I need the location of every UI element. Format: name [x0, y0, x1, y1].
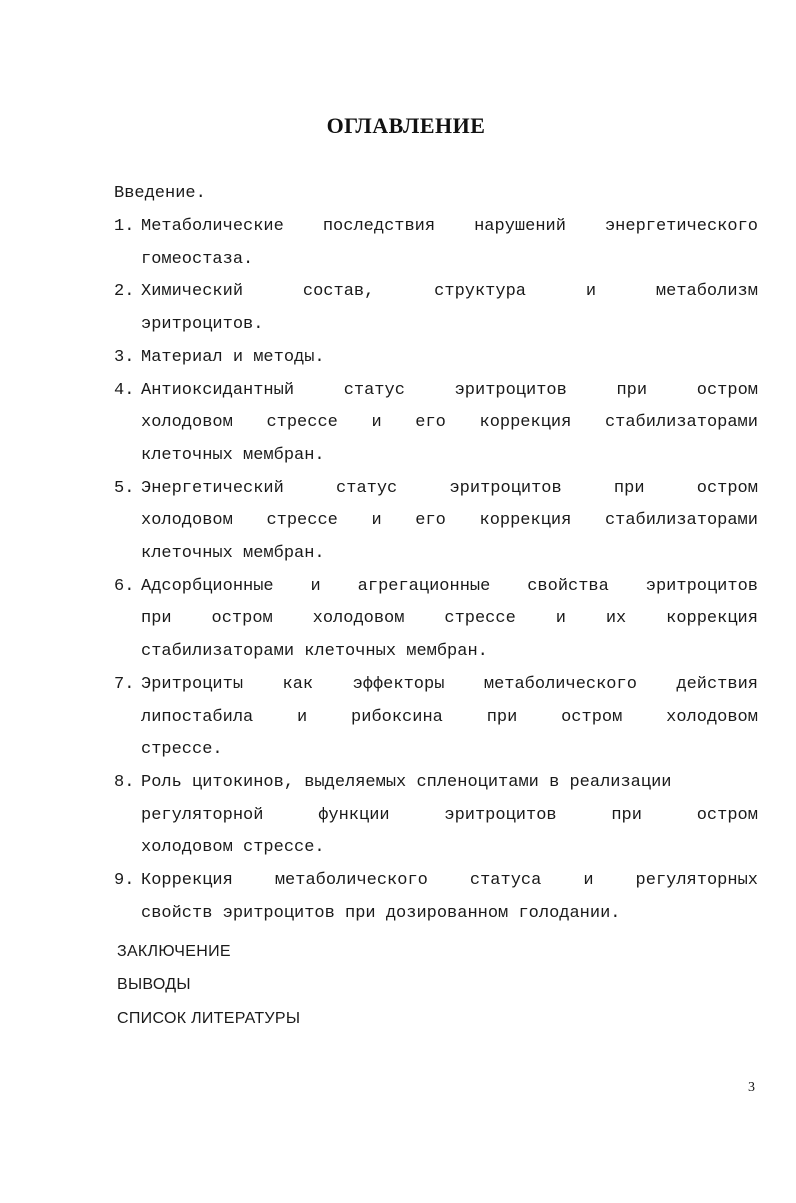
toc-item-word: при	[613, 479, 645, 498]
toc-item-line	[141, 740, 223, 759]
toc-item-line	[141, 544, 325, 563]
toc-item-line	[141, 446, 325, 465]
toc-item-line	[141, 675, 758, 694]
toc-item-word: Материал и методы.	[141, 348, 325, 367]
toc-item-word: при	[486, 708, 518, 727]
toc-item-word: структура	[434, 282, 526, 301]
toc-item-word: остром	[211, 609, 273, 628]
toc-item-line	[141, 871, 758, 890]
toc-item-word: Антиоксидантный	[141, 381, 295, 400]
toc-item-word: функции	[318, 806, 390, 825]
toc-item-number: 2.	[114, 282, 135, 301]
toc-item-line	[141, 348, 325, 367]
toc-item-word: холодовом	[141, 413, 233, 432]
toc-item-word: регуляторной	[141, 806, 264, 825]
toc-item-word: стрессе.	[141, 740, 223, 759]
toc-item-number: 7.	[114, 675, 135, 694]
toc-item-word: при	[616, 381, 648, 400]
toc-item-word: коррекция	[479, 511, 572, 530]
toc-conclusion: ЗАКЛЮЧЕНИЕ	[117, 943, 231, 960]
toc-item-word: эритроцитов	[449, 479, 562, 498]
toc-item-line	[141, 250, 253, 269]
toc-references: СПИСОК ЛИТЕРАТУРЫ	[117, 1010, 301, 1027]
toc-item-word: холодовом	[312, 609, 405, 628]
toc-item-word: состав,	[302, 282, 375, 301]
toc-item-word: клеточных мембран.	[141, 544, 325, 563]
toc-item-word: и	[371, 413, 382, 432]
toc-item-word: остром	[696, 381, 758, 400]
toc-item-line	[141, 315, 263, 334]
toc-item-line	[141, 642, 488, 661]
toc-item-word: остром	[561, 708, 623, 727]
toc-item-word: и	[371, 511, 382, 530]
toc-item-number: 6.	[114, 577, 135, 596]
toc-item-word: свойства	[527, 577, 609, 596]
toc-item-number: 5.	[114, 479, 135, 498]
toc-item-word: стабилизаторами	[604, 413, 758, 432]
toc-item-word: и	[585, 282, 597, 301]
toc-item-word: коррекция	[666, 609, 758, 628]
toc-item-word: свойств эритроцитов при дозированном голодании.	[141, 904, 621, 923]
toc-item-line	[141, 708, 758, 727]
toc-item-word: липостабила	[141, 708, 254, 727]
toc-item-word: стрессе	[444, 609, 516, 628]
toc-item-word: холодовом	[666, 708, 758, 727]
toc-item-word: гомеостаза.	[141, 250, 254, 269]
toc-item-word: энергетического	[604, 217, 758, 236]
toc-item-word: рибоксина	[351, 708, 443, 727]
toc-item-word: действия	[676, 675, 758, 694]
toc-item-word: при	[141, 609, 172, 628]
toc-item-word: холодовом	[141, 511, 233, 530]
toc-item-word: при	[611, 806, 642, 825]
toc-item-number: 3.	[114, 348, 135, 367]
page-title: ОГЛАВЛЕНИЕ	[326, 113, 486, 138]
toc-item-word: Эритроциты	[141, 675, 244, 694]
toc-item-word: и	[555, 609, 566, 628]
toc-item-word: Адсорбционные	[141, 577, 274, 596]
toc-item-word: Коррекция	[141, 871, 233, 890]
toc-item-line	[141, 904, 620, 923]
toc-item-line	[141, 381, 758, 400]
toc-item-word: эритроцитов.	[141, 315, 264, 334]
toc-item-word: стрессе	[266, 413, 338, 432]
toc-item-word: их	[605, 609, 627, 628]
toc-item-line	[141, 806, 758, 825]
toc-item-line	[141, 511, 758, 530]
toc-item-line	[141, 609, 758, 628]
toc-item-word: эритроцитов	[444, 806, 557, 825]
toc-item-word: нарушений	[474, 217, 566, 236]
toc-item-word: метаболизм	[655, 282, 758, 301]
toc-item-word: и	[297, 708, 308, 727]
toc-item-word: остром	[696, 479, 758, 498]
toc-item-word: статуса	[469, 871, 542, 890]
toc-item-word: Энергетический	[141, 479, 284, 498]
toc-item-line	[141, 282, 758, 301]
toc-item-line	[141, 838, 325, 857]
toc-item-word: стрессе	[266, 511, 338, 530]
toc-item-line	[141, 217, 758, 236]
toc-item-word: коррекция	[479, 413, 572, 432]
toc-item-number: 1.	[114, 217, 135, 236]
page-number: 3	[748, 1080, 755, 1095]
toc-item-line	[141, 479, 758, 498]
toc-item-word: его	[415, 511, 446, 530]
toc-item-word: регуляторных	[635, 871, 758, 890]
toc-item-word: Метаболические	[141, 217, 284, 236]
toc-item-word: и	[310, 577, 321, 596]
toc-item-word: и	[583, 871, 594, 890]
toc-item-word: клеточных мембран.	[141, 446, 325, 465]
toc-item-word: стабилизаторами клеточных мембран.	[141, 642, 488, 661]
toc-item-number: 8.	[114, 773, 135, 792]
toc-item-word: эффекторы	[352, 675, 445, 694]
toc-item-line	[141, 577, 758, 596]
toc-item-word: агрегационные	[357, 577, 491, 596]
toc-intro: Введение.	[114, 184, 206, 203]
toc-item-word: холодовом стрессе.	[141, 838, 325, 857]
toc-findings: ВЫВОДЫ	[117, 976, 191, 993]
toc-item-word: метаболического	[274, 871, 428, 890]
toc-item-number: 4.	[114, 381, 135, 400]
toc-item-word: метаболического	[483, 675, 637, 694]
toc-item-word: статус	[343, 381, 405, 400]
toc-item-word: Роль цитокинов, выделяемых спленоцитами в реализации	[141, 773, 672, 792]
toc-item-line	[141, 413, 758, 432]
toc-item-word: остром	[696, 806, 758, 825]
toc-item-word: как	[282, 675, 314, 694]
toc-item-line	[141, 773, 672, 792]
toc-item-word: эритроцитов	[454, 381, 567, 400]
toc-item-word: статус	[336, 479, 398, 498]
toc-item-word: его	[415, 413, 446, 432]
toc-item-word: Химический	[141, 282, 244, 301]
toc-item-word: последствия	[322, 217, 436, 236]
toc-item-number: 9.	[114, 871, 135, 890]
toc-item-word: стабилизаторами	[604, 511, 758, 530]
toc-item-word: эритроцитов	[645, 577, 758, 596]
